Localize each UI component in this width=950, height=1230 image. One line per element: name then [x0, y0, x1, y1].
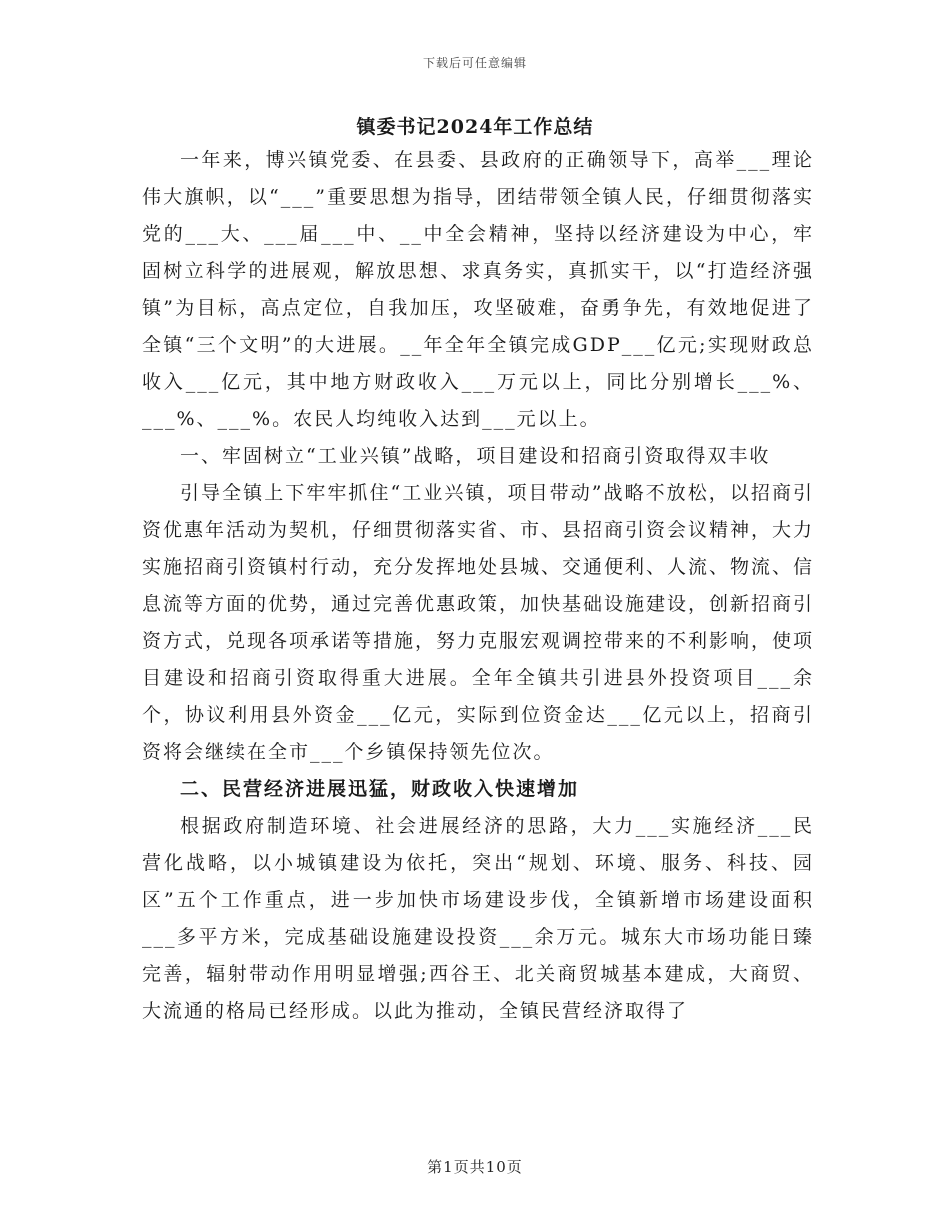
paragraph-intro: 一年来，博兴镇党委、在县委、县政府的正确领导下，高举___理论伟大旗帜，以“___”重要思想为指导，团结带领全镇人民，仔细贯彻落实党的___大、___届___中、__中全会精神，坚持以经济建设为中心，牢固树立科学的进展观，解放思想、求真务实，真抓实干，以“打造经济强镇”为目标，高点定位，自我加压，攻坚破难，奋勇争先，有效地促进了全镇“三个文明”的大进展。__年全年全镇完成GDP___亿元;实现财政总收入___亿元，其中地方财政收入___万元以上，同比分别增长___%、___%、___%。农民人均纯收入达到___元以上。 [142, 149, 814, 430]
paragraph-section-1: 引导全镇上下牢牢抓住“工业兴镇，项目带动”战略不放松，以招商引资优惠年活动为契机，仔细贯彻落实省、市、县招商引资会议精神，大力实施招商引资镇村行动，充分发挥地处县城、交通便利、人流、物流、信息流等方面的优势，通过完善优惠政策，加快基础设施建设，创新招商引资方式，兑现各项承诺等措施，努力克服宏观调控带来的不利影响，使项目建设和招商引资取得重大进展。全年全镇共引进县外投资项目___余个，协议利用县外资金___亿元，实际到位资金达___亿元以上，招商引资将会继续在全市___个乡镇保持领先位次。 [142, 482, 815, 763]
section-heading-2: 二、民营经济进展迅猛，财政收入快速增加 [180, 778, 580, 800]
page-footer: 第1页共10页 [427, 1158, 523, 1176]
header-note: 下载后可任意编辑 [422, 56, 527, 70]
section-heading-1: 一、牢固树立“工业兴镇”战略，项目建设和招商引资取得双丰收 [180, 445, 771, 467]
paragraph-section-2: 根据政府制造环境、社会进展经济的思路，大力___实施经济___民营化战略，以小城镇建设为依托，突出“规划、环境、服务、科技、园区”五个工作重点，进一步加快市场建设步伐，全镇新增市场建设面积___多平方米，完成基础设施建设投资___余万元。城东大市场功能日臻完善，辐射带动作用明显增强;西谷王、北关商贸城基本建成，大商贸、大流通的格局已经形成。以此为推动，全镇民营经济取得了 [142, 815, 814, 1022]
document-title: 镇委书记2024年工作总结 [356, 116, 594, 138]
document-body [142, 142, 814, 1030]
